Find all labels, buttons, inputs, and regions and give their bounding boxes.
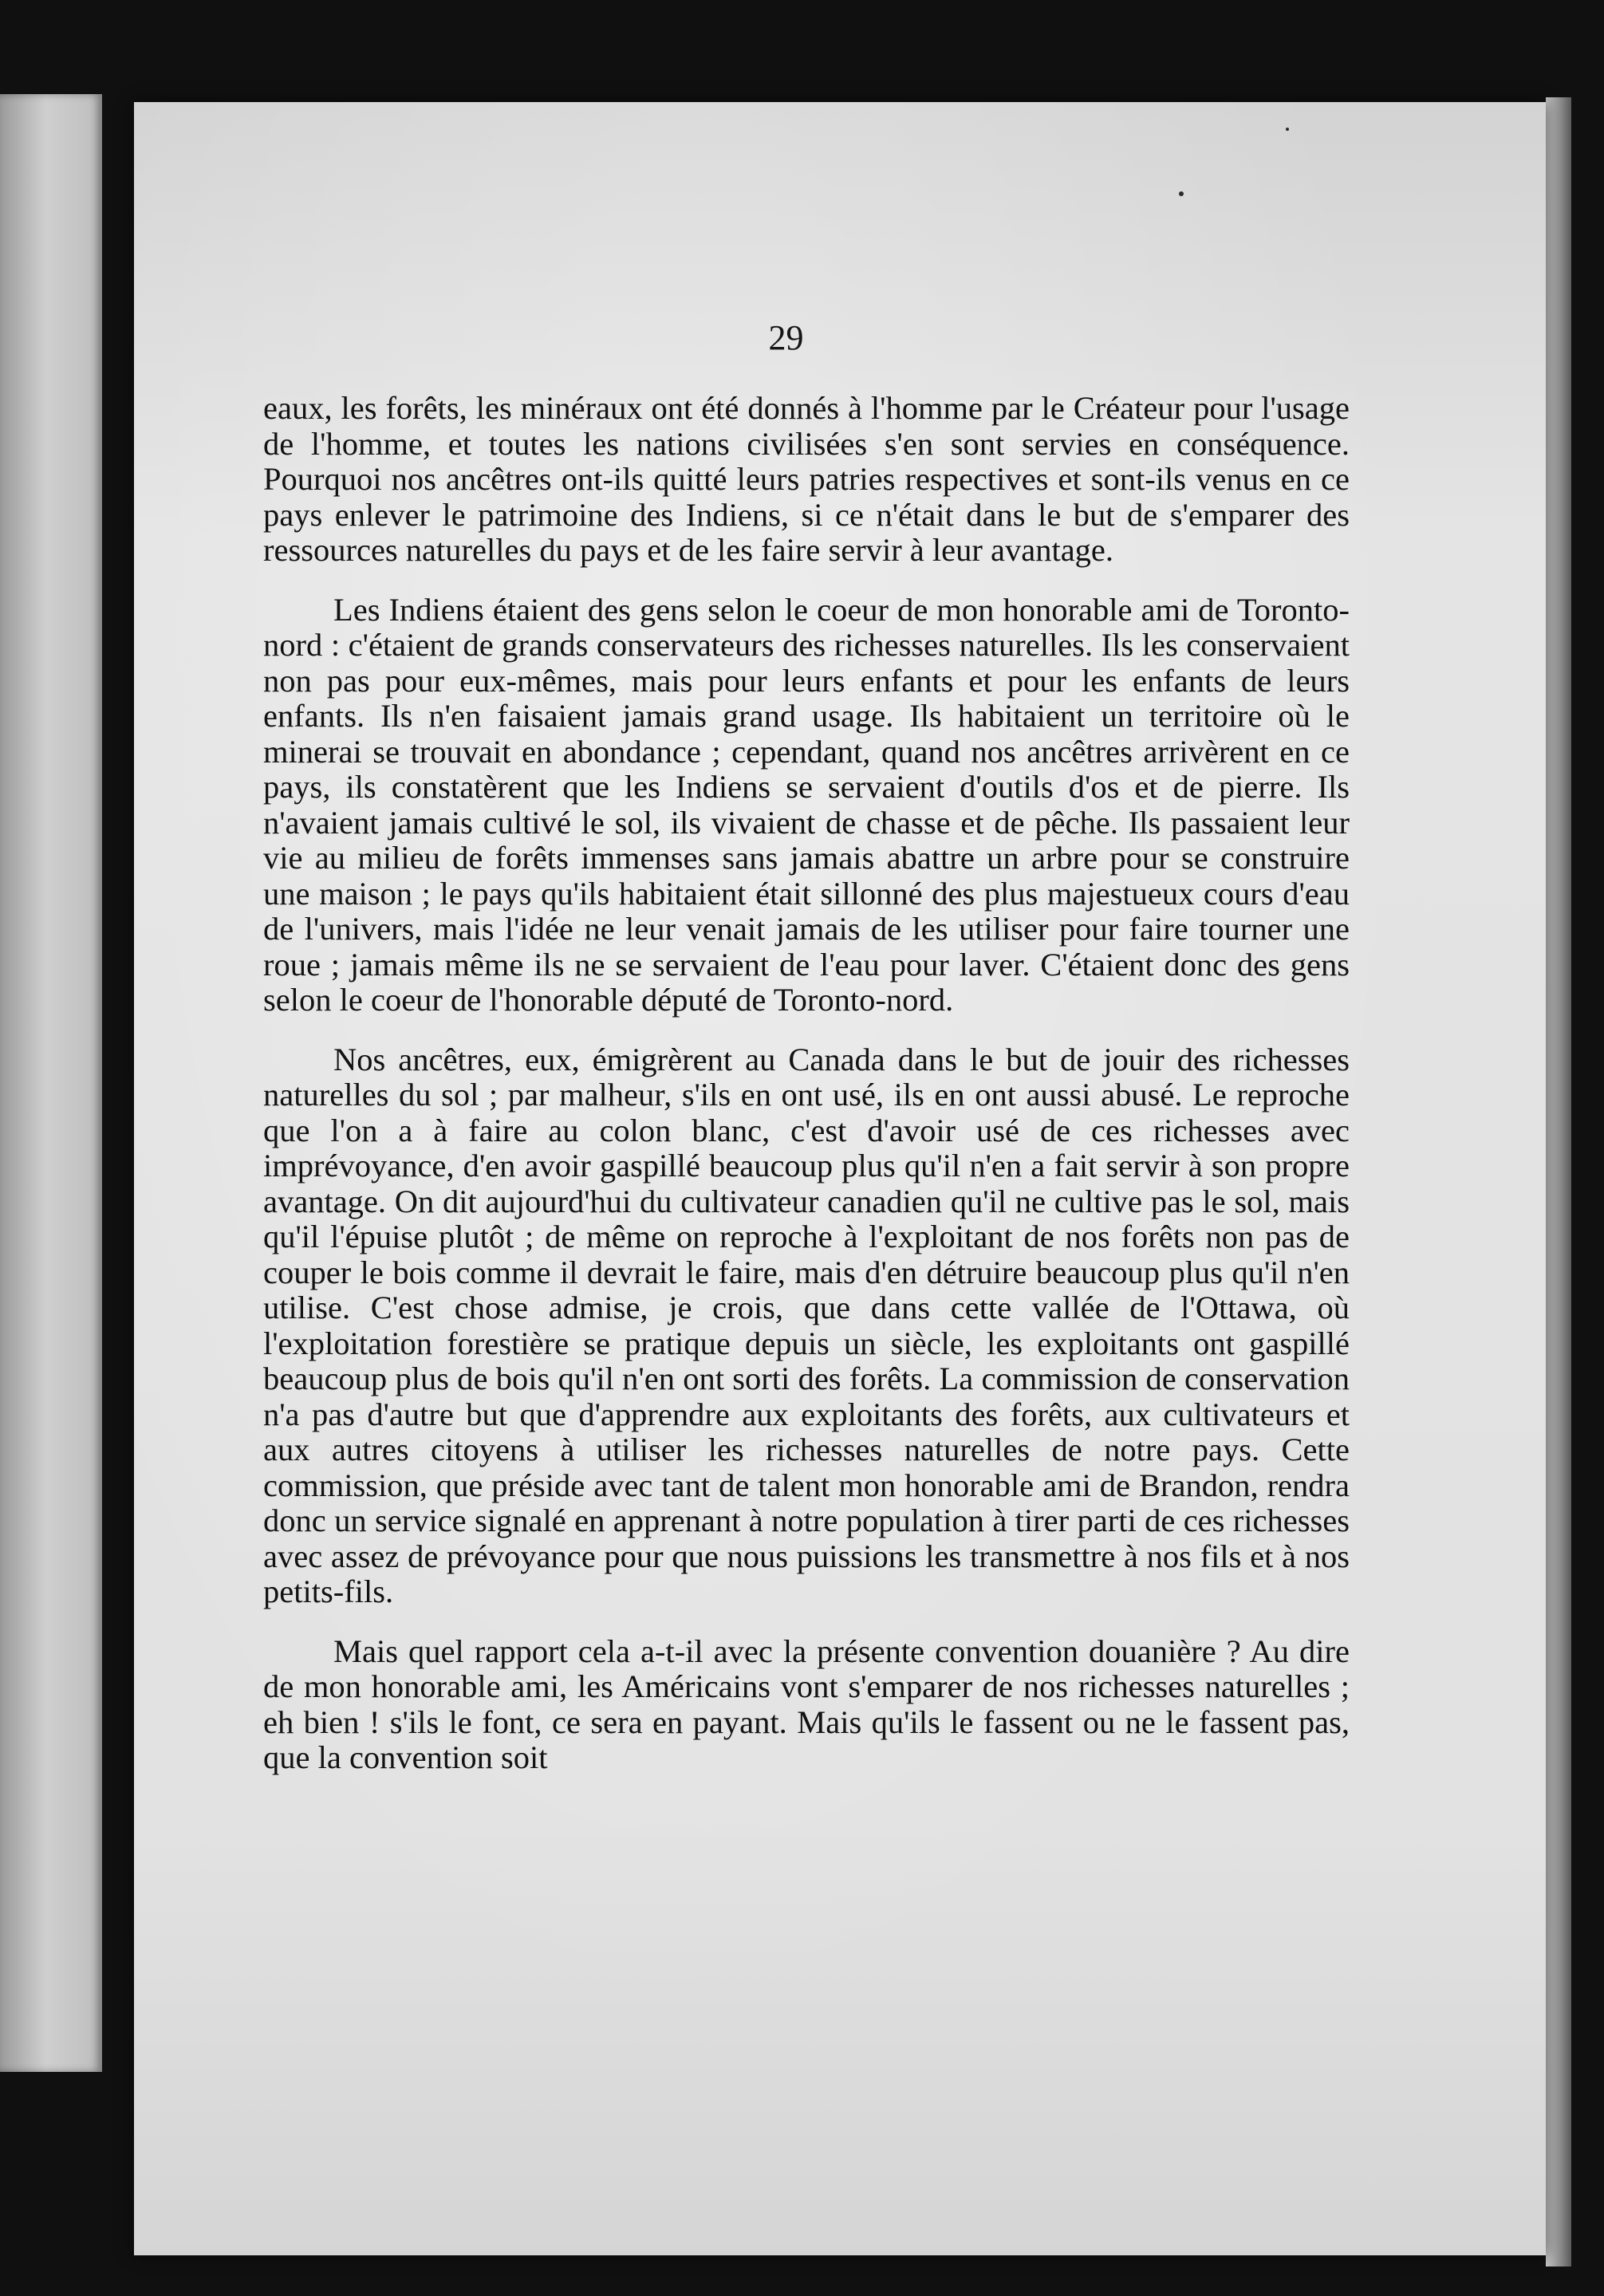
page-number: 29 [768,318,804,357]
paragraph: eaux, les forêts, les minéraux ont été donnés à l'homme par le Créateur pour l'usage de l'homme, et toutes les nations civilisées s'en sont servies en conséquence. Pourquoi nos ancêtres ont-ils quitté leurs patries respectives et sont-ils venus en ce pays enlever le patrimoine des Indiens, si ce n'était dans le but de s'emparer des ressources naturelles du pays et de les faire servir à leur avantage. [263,390,1350,568]
dust-speck [1286,128,1289,131]
paragraph: Nos ancêtres, eux, émigrèrent au Canada dans le but de jouir des richesses naturelles du sol ; par malheur, s'ils en ont usé, ils en ont aussi abusé. Le reproche que l'on a à faire au colon blanc, c'est d'avoir usé de ces richesses avec imprévoyance, d'en avoir gaspillé beaucoup plus qu'il n'en a fait servir à son propre avantage. On dit aujourd'hui du cultivateur canadien qu'il ne cultive pas le sol, mais qu'il l'épuise plutôt ; de même on reproche à l'exploitant de nos forêts non pas de couper le bois comme il devrait le faire, mais d'en détruire beaucoup plus qu'il n'en utilise. C'est chose admise, je crois, que dans cette vallée de l'Ottawa, où l'exploitation forestière se pratique depuis un siècle, les exploitants ont gaspillé beaucoup plus de bois qu'il n'en ont sorti des forêts. La commission de conservation n'a pas d'autre but que d'apprendre aux exploitants des forêts, aux cultivateurs et aux autres citoyens à utiliser les richesses naturelles de notre pays. Cette commission, que préside avec tant de talent mon honorable ami de Brandon, rendra donc un service signalé en apprenant à notre population à tirer parti de ces richesses avec assez de prévoyance pour que nous puissions les transmettre à nos fils et à nos petits-fils. [263,1041,1350,1609]
paragraph: Mais quel rapport cela a-t-il avec la présente convention douanière ? Au dire de mon honorable ami, les Américains vont s'emparer de nos richesses naturelles ; eh bien ! s'ils le font, ce sera en payant. Mais qu'ils le fassent ou ne le fassent pas, que la convention soit [263,1632,1350,1775]
dust-speck [1179,191,1184,196]
page-binding-edge [1546,97,1571,2266]
paragraph: Les Indiens étaient des gens selon le coeur de mon honorable ami de Toronto-nord : c'étaient de grands conservateurs des richesses naturelles. Ils les conservaient non pas pour eux-mêmes, mais pour leurs enfants et pour les enfants de leurs enfants. Ils n'en faisaient jamais grand usage. Ils habitaient un territoire où le minerai se trouvait en abondance ; cependant, quand nos ancêtres arrivèrent en ce pays, ils constatèrent que les Indiens se servaient d'outils d'os et de pierre. Ils n'avaient jamais cultivé le sol, ils vivaient de chasse et de pêche. Ils passaient leur vie au milieu de forêts immenses sans jamais abattre un arbre pour se construire une maison ; le pays qu'ils habitaient était sillonné des plus majestueux cours d'eau de l'univers, mais l'idée ne leur venait jamais de les utiliser pour faire tourner une roue ; jamais même ils ne se servaient de l'eau pour laver. C'étaient donc des gens selon le coeur de l'honorable député de Toronto-nord. [263,591,1350,1018]
adjacent-page-edge [0,94,102,2072]
body-text [263,391,1350,1776]
